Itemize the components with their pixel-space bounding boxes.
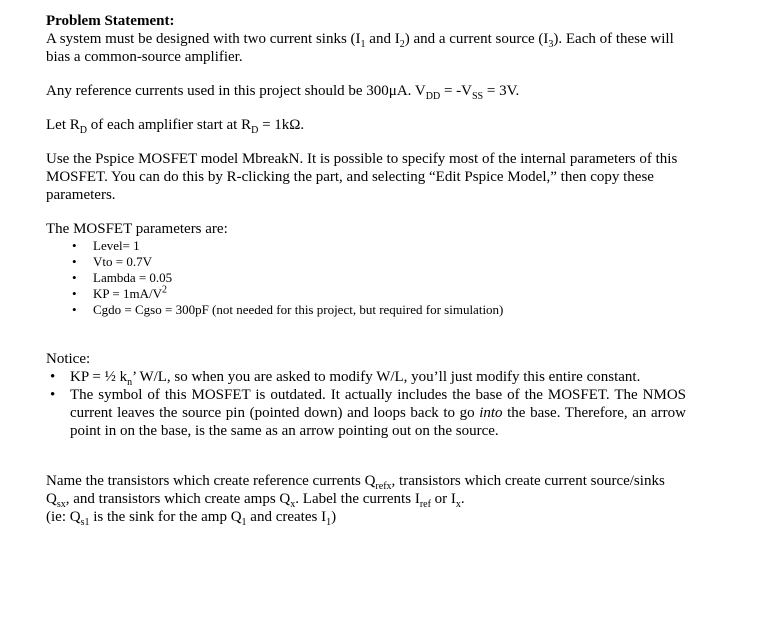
reference-current-paragraph: Any reference currents used in this project should be 300μA. $V_{DD} = -V_{SS} = 3V$.	[46, 83, 520, 102]
problem-document	[46, 12, 686, 526]
param-cgdo: • Cgdo = Cgso = 300pF (not needed for this project, but required for simulation)	[46, 302, 686, 318]
intro-paragraph: A system must be designed with two current sinks ($I_1$ and $I_2$) and a current source $(I_3)$. Each of these will bias a common-source amplifier.	[46, 31, 674, 65]
problem-title: Problem Statement:	[46, 13, 175, 29]
param-vto: • Vto = 0.7V	[46, 254, 686, 270]
naming-paragraph: Name the transistors which create reference currents $Q_{refx}$, transistors which create current source/sinks $Q_{sx}$, and transistors which create amps $Q_x$. Label the currents $I_{ref}$ or $I_x$.	[46, 473, 665, 510]
notice-item-symbol: • The symbol of this MOSFET is outdated. It actually includes the base of the MOSFET. The NMOS current leaves the source pin (pointed down) and loops back to go into the base. Therefore, an arrow point in on the base, is the same as an arrow pointing out on the source.	[46, 386, 686, 440]
param-level: • Level= 1	[46, 238, 686, 254]
notice-list	[46, 368, 686, 440]
notice-heading: Notice:	[46, 351, 91, 367]
param-kp: • KP = $1mA/V^2$	[46, 286, 686, 302]
mosfet-params-list	[46, 238, 686, 318]
notice-item-kp: • KP = ½ $k_n$’ W/L, so when you are asked to modify W/L, you’ll just modify this entire constant.	[46, 368, 686, 386]
params-heading: The MOSFET parameters are:	[46, 221, 228, 237]
rd-paragraph: Let $R_D$ of each amplifier start at $R_D = 1k\Omega$.	[46, 117, 305, 136]
example-paragraph: (ie: $Q_{s1}$ is the sink for the amp $Q_1$ and creates $I_1$)	[46, 509, 337, 528]
model-paragraph: Use the Pspice MOSFET model MbreakN. It is possible to specify most of the internal parameters of this MOSFET. You can do this by R-clicking the part, and selecting “Edit Pspice Model,” then copy these parameters.	[46, 151, 678, 203]
param-lambda: • Lambda = 0.05	[46, 270, 686, 286]
